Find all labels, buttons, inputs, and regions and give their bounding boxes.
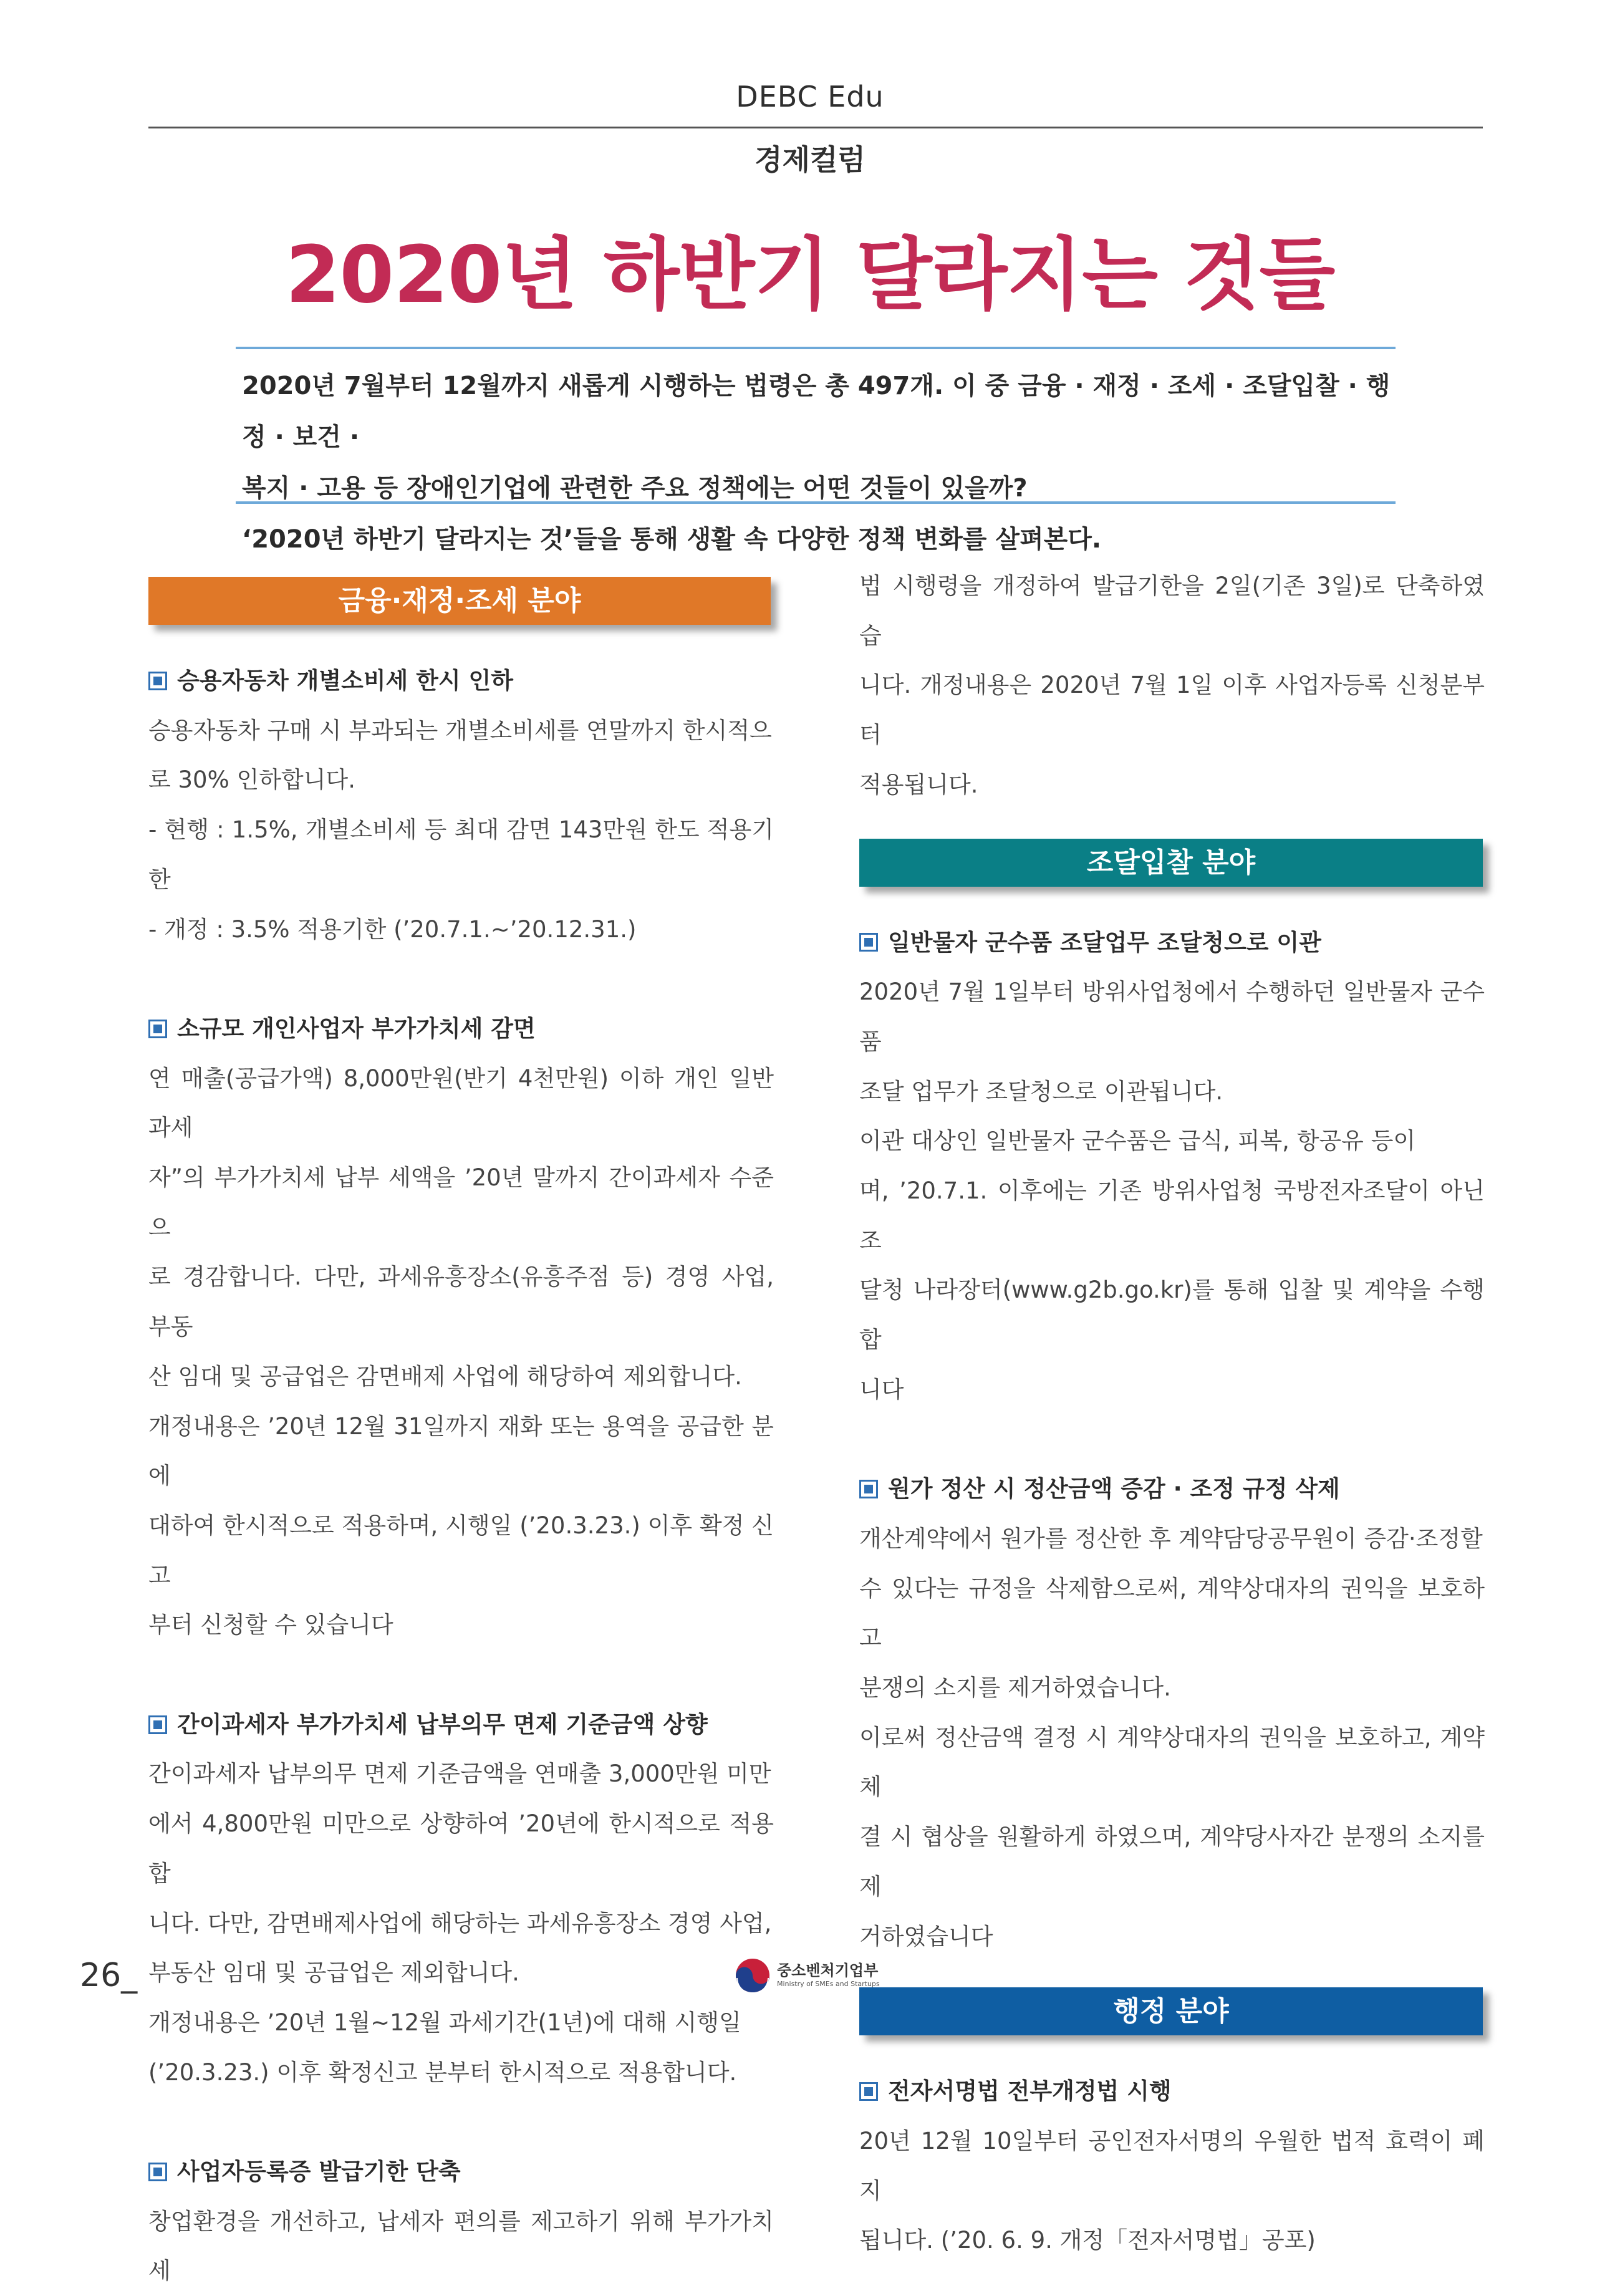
- body-line: 달청 나라장터(www.g2b.go.kr)를 통해 입찰 및 계약을 수행합: [859, 1276, 1485, 1354]
- body-line: 자”의 부가가치세 납부 세액을 ’20년 말까지 간이과세자 수준으: [148, 1164, 774, 1241]
- header-divider: [148, 127, 1483, 128]
- item-heading: [148, 1004, 774, 1054]
- square-bullet-icon: [148, 2163, 167, 2181]
- ministry-name: [777, 1962, 880, 1989]
- section-banner-finance: 금융·재정·조세 분야: [148, 577, 771, 625]
- body-line: 거하였습니다: [859, 1922, 993, 1950]
- section-banner-procurement: 조달입찰 분야: [859, 839, 1483, 887]
- body-line: 니다: [859, 1376, 904, 1403]
- item-heading: [859, 918, 1485, 968]
- body-line: 연 매출(공급가액) 8,000만원(반기 4천만원) 이하 개인 일반과세: [148, 1064, 774, 1142]
- body-line: 부터 신청할 수 있습니다: [148, 1611, 393, 1639]
- item-heading: [859, 1464, 1485, 1514]
- item-heading-text: 간이과세자 부가가치세 납부의무 면제 기준금액 상향: [177, 1710, 708, 1738]
- body-line: 에서 4,800만원 미만으로 상향하여 ’20년에 한시적으로 적용합: [148, 1810, 774, 1887]
- intro-line: 2020년 7월부터 12월까지 새롭게 시행하는 법령은 총 497개. 이 중 금융 · 재정 · 조세 · 조달입찰 · 행정 · 보건 ·: [242, 372, 1391, 451]
- body-line: 조달 업무가 조달청으로 이관됩니다.: [859, 1078, 1223, 1105]
- square-bullet-icon: [859, 2082, 878, 2101]
- square-bullet-icon: [148, 1715, 167, 1734]
- intro-block: [242, 360, 1402, 565]
- taegeuk-emblem-icon: [735, 1957, 771, 1994]
- section-banner-admin: 행정 분야: [859, 1987, 1483, 2035]
- item-heading-text: 원가 정산 시 정산금액 증감 · 조정 규정 삭제: [888, 1475, 1340, 1503]
- body-line: 로 경감합니다. 다만, 과세유흥장소(유흥주점 등) 경영 사업, 부동: [148, 1263, 774, 1341]
- ministry-logo: [735, 1951, 909, 2000]
- body-line: 2020년 7월 1일부터 방위사업청에서 수행하던 일반물자 군수품: [859, 978, 1485, 1055]
- body-line: 산 임대 및 공급업은 감면배제 사업에 해당하여 제외합니다.: [148, 1363, 742, 1390]
- intro-line: ‘2020년 하반기 달라지는 것’들을 통해 생활 속 다양한 정책 변화를 살펴본다.: [242, 525, 1102, 554]
- square-bullet-icon: [148, 672, 167, 690]
- square-bullet-icon: [148, 1020, 167, 1038]
- body-line: 간이과세자 납부의무 면제 기준금액을 연매출 3,000만원 미만: [148, 1760, 771, 1788]
- body-line: - 개정 : 3.5% 적용기한 (’20.7.1.~’20.12.31.): [148, 915, 637, 943]
- body-line: 창업환경을 개선하고, 납세자 편의를 제고하기 위해 부가가치세: [148, 2207, 774, 2285]
- intro-line: 복지 · 고용 등 장애인기업에 관련한 주요 정책에는 어떤 것들이 있을까?: [242, 474, 1028, 503]
- body-line: 분쟁의 소지를 제거하였습니다.: [859, 1674, 1171, 1702]
- body-line: 됩니다. (’20. 6. 9. 개정「전자서명법」공포): [859, 2227, 1316, 2254]
- body-line: 개정내용은 ’20년 1월~12월 과세기간(1년)에 대해 시행일: [148, 2009, 741, 2036]
- body-line: 대하여 한시적으로 적용하며, 시행일 (’20.3.23.) 이후 확정 신고: [148, 1512, 774, 1589]
- body-line: 개정내용은 ’20년 12월 31일까지 재화 또는 용역을 공급한 분에: [148, 1412, 774, 1490]
- column-category: 경제컬럼: [755, 143, 865, 176]
- body-line: 적용됩니다.: [859, 771, 978, 798]
- intro-top-rule: [236, 347, 1396, 349]
- item-heading: [859, 2067, 1485, 2116]
- ministry-name-en: Ministry of SMEs and Startups: [777, 1980, 880, 1988]
- item-heading: [148, 2147, 774, 2197]
- body-line: 며, ’20.7.1. 이후에는 기존 방위사업청 국방전자조달이 아닌 조: [859, 1177, 1485, 1254]
- article-title: 2020년 하반기 달라지는 것들: [285, 229, 1335, 321]
- body-line: 니다. 다만, 감면배제사업에 해당하는 과세유흥장소 경영 사업,: [148, 1909, 772, 1937]
- body-line: 법 시행령을 개정하여 발급기한을 2일(기존 3일)로 단축하였습: [859, 572, 1485, 649]
- body-line: 로 30% 인하합니다.: [148, 766, 355, 794]
- item-heading-text: 일반물자 군수품 조달업무 조달청으로 이관: [888, 929, 1321, 956]
- ministry-name-ko: 중소벤처기업부: [777, 1962, 879, 1979]
- page-number: 26_: [80, 1957, 138, 1994]
- left-column: [148, 567, 774, 2296]
- body-line: 결 시 협상을 원활하게 하였으며, 계약당사자간 분쟁의 소지를 제: [859, 1823, 1485, 1900]
- body-line: 승용자동차 구매 시 부과되는 개별소비세를 연말까지 한시적으: [148, 716, 772, 744]
- square-bullet-icon: [859, 1480, 878, 1498]
- body-line: - 현행 : 1.5%, 개별소비세 등 최대 감면 143만원 한도 적용기한: [148, 816, 774, 893]
- item-heading: [148, 656, 774, 706]
- body-line: 개산계약에서 원가를 정산한 후 계약담당공무원이 증감·조정할: [859, 1525, 1483, 1552]
- item-heading-text: 승용자동차 개별소비세 한시 인하: [177, 667, 514, 694]
- body-line: 20년 12월 10일부터 공인전자서명의 우월한 법적 효력이 폐지: [859, 2127, 1485, 2204]
- intro-bottom-rule: [236, 501, 1396, 504]
- magazine-brand: DEBC Edu: [736, 80, 884, 113]
- body-line: 부동산 임대 및 공급업은 제외합니다.: [148, 1959, 519, 1987]
- body-line: 니다. 개정내용은 2020년 7월 1일 이후 사업자등록 신청분부터: [859, 672, 1485, 749]
- body-line: (’20.3.23.) 이후 확정신고 분부터 한시적으로 적용합니다.: [148, 2058, 737, 2086]
- right-column: [859, 561, 1485, 2265]
- item-heading: [148, 1700, 774, 1750]
- body-line: 이로써 정산금액 결정 시 계약상대자의 권익을 보호하고, 계약체: [859, 1724, 1485, 1801]
- body-line: 이관 대상인 일반물자 군수품은 급식, 피복, 항공유 등이: [859, 1127, 1416, 1155]
- body-line: 수 있다는 규정을 삭제함으로써, 계약상대자의 권익을 보호하고: [859, 1575, 1485, 1652]
- square-bullet-icon: [859, 933, 878, 952]
- item-heading-text: 사업자등록증 발급기한 단축: [177, 2158, 461, 2185]
- item-heading-text: 소규모 개인사업자 부가가치세 감면: [177, 1015, 536, 1042]
- item-heading-text: 전자서명법 전부개정법 시행: [888, 2078, 1172, 2105]
